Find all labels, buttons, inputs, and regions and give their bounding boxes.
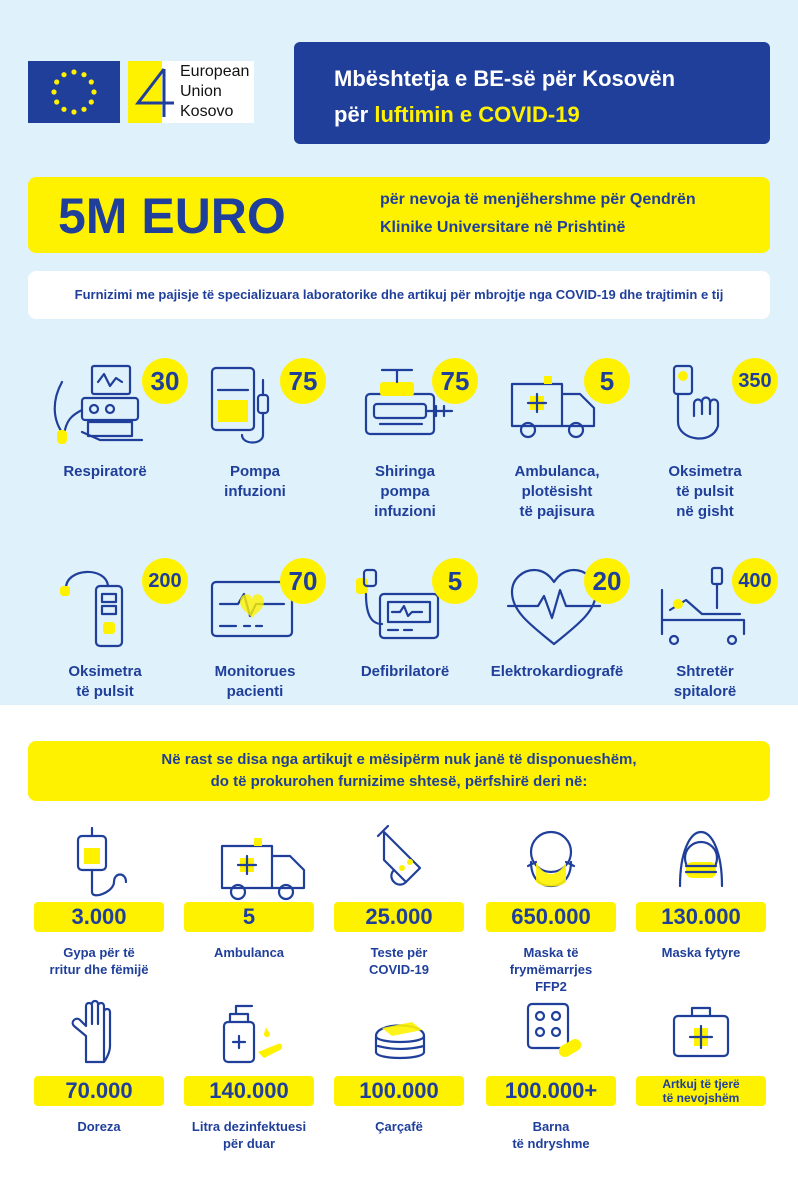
supply-item (324, 996, 474, 1156)
logo-line3: Kosovo (180, 103, 234, 120)
equipment-item (330, 540, 480, 720)
medicines-icon (516, 996, 586, 1066)
equipment-count: 75 (432, 358, 478, 404)
equipment-item (482, 340, 632, 520)
funding-desc-line2: Klinike Universitare në Prishtinë (380, 219, 626, 236)
eu-kosovo-logo (128, 61, 254, 123)
pulse-oximeter-icon (52, 560, 152, 655)
supply-item (174, 996, 324, 1156)
equipment-item (630, 340, 780, 520)
equipment-label: Elektrokardiografë (490, 663, 624, 680)
equipment-label: Oksimetra të pulsit (68, 663, 142, 700)
supply-quantity: 130.000 (636, 902, 766, 932)
equipment-count: 400 (732, 558, 778, 604)
equipment-item (180, 540, 330, 720)
supply-quantity: 70.000 (34, 1076, 164, 1106)
header-banner (294, 42, 770, 144)
supply-quantity: 100.000 (334, 1076, 464, 1106)
logo-line1: European (180, 63, 250, 80)
supply-label: Çarçafë (375, 1119, 423, 1134)
supply-label: Litra dezinfektuesi për duar (191, 1119, 307, 1151)
bed-sheets-icon (364, 996, 434, 1066)
iv-bag-icon (64, 822, 134, 892)
eu-flag-icon (28, 61, 120, 123)
equipment-item (482, 540, 632, 720)
first-aid-kit-icon (666, 996, 736, 1066)
equipment-item (180, 340, 330, 520)
equipment-label: Respiratorë (63, 463, 147, 480)
supply-quantity: Artkuj të tjerë të nevojshëm (636, 1076, 766, 1106)
supply-item (324, 822, 474, 982)
equipment-count: 30 (142, 358, 188, 404)
supply-quantity: 3.000 (34, 902, 164, 932)
supply-label: Barna të ndryshme (512, 1119, 590, 1151)
equipment-count: 200 (142, 558, 188, 604)
equipment-label: Pompa infuzioni (224, 463, 286, 500)
supply-item (626, 996, 776, 1156)
supply-item (24, 996, 174, 1156)
header-line1: Mbështetja e BE-së për Kosovën (334, 66, 676, 91)
equipment-count: 70 (280, 558, 326, 604)
equipment-label: Shiringa pompa infuzioni (374, 463, 436, 520)
notice-line1: Në rast se disa nga artikujt e mësipërm nuk janë të disponueshëm, (161, 751, 637, 768)
ffp2-mask-icon (516, 822, 586, 892)
supply-label: Ambulanca (213, 945, 285, 960)
test-tube-icon (364, 822, 434, 892)
subtitle-banner (28, 271, 770, 319)
subtitle-text: Furnizimi me pajisje të specializuara laboratorike dhe artikuj për mbrojtje nga COVID-19 dhe trajtimin e tij (74, 287, 724, 302)
header-line2: për luftimin e COVID-19 (334, 102, 580, 127)
equipment-label: Oksimetra të pulsit në gisht (668, 463, 742, 520)
equipment-count: 20 (584, 558, 630, 604)
equipment-count: 350 (732, 358, 778, 404)
supply-quantity: 140.000 (184, 1076, 314, 1106)
supply-quantity: 5 (184, 902, 314, 932)
equipment-label: Ambulanca, plotësisht të pajisura (514, 463, 600, 520)
funding-desc-line1: për nevoja të menjëhershme për Qendrën (380, 191, 696, 208)
equipment-item (30, 540, 180, 720)
ambulance-icon (214, 822, 284, 892)
equipment-count: 75 (280, 358, 326, 404)
supply-label: Gypa për të rritur dhe fëmijë (49, 945, 149, 977)
supply-item (626, 822, 776, 982)
funding-amount: 5M EURO (58, 188, 286, 244)
equipment-count: 5 (584, 358, 630, 404)
notice-banner (28, 741, 770, 801)
face-mask-icon (666, 822, 736, 892)
logo-line2: Union (180, 83, 222, 100)
notice-line2: do të prokurohen furnizime shtesë, përfshirë deri në: (210, 773, 588, 790)
supply-label: Teste për COVID-19 (369, 945, 429, 977)
equipment-count: 5 (432, 558, 478, 604)
equipment-item (330, 340, 480, 520)
supply-quantity: 650.000 (486, 902, 616, 932)
supply-item (476, 822, 626, 994)
equipment-item (630, 540, 780, 720)
ventilator-icon (52, 360, 152, 455)
equipment-item (30, 340, 180, 520)
equipment-label: Shtretër spitalorë (673, 663, 737, 700)
supply-item (476, 996, 626, 1156)
supply-label: Maska fytyre (661, 945, 741, 960)
glove-icon (64, 996, 134, 1066)
supply-quantity: 25.000 (334, 902, 464, 932)
equipment-label: Monitorues pacienti (214, 663, 296, 700)
equipment-label: Defibrilatorë (360, 663, 450, 680)
supply-label: Doreza (77, 1119, 121, 1134)
supply-quantity: 100.000+ (486, 1076, 616, 1106)
supply-label: Maska të frymëmarrjes FFP2 (509, 945, 593, 994)
supply-item (174, 822, 324, 982)
supply-item (24, 822, 174, 982)
funding-banner (28, 177, 770, 253)
hand-sanitizer-icon (214, 996, 284, 1066)
